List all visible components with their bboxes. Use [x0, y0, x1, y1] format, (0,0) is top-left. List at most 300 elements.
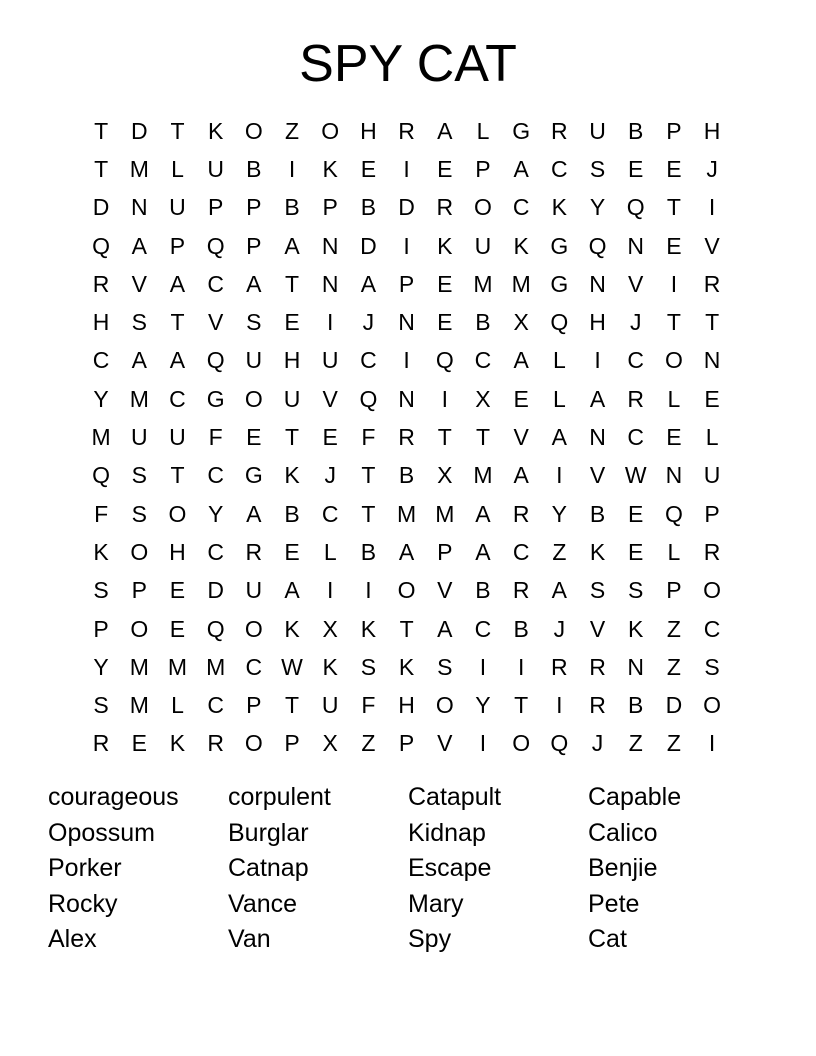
- word-list-item: Rocky: [48, 889, 118, 918]
- grid-letter: L: [705, 424, 719, 451]
- grid-letter: N: [703, 347, 721, 374]
- grid-letter: R: [551, 653, 568, 680]
- grid-letter: T: [170, 309, 185, 336]
- grid-letter: P: [398, 270, 415, 297]
- grid-letter: B: [398, 462, 415, 489]
- grid-letter: K: [437, 232, 453, 259]
- grid-letter: A: [513, 462, 529, 489]
- grid-letter: F: [361, 424, 376, 451]
- grid-letter: V: [589, 462, 606, 489]
- grid-letter: O: [435, 692, 454, 719]
- grid-letter: C: [703, 615, 721, 642]
- grid-letter: Y: [589, 194, 606, 221]
- grid-letter: S: [589, 577, 606, 604]
- word-list-item: Kidnap: [408, 818, 486, 847]
- grid-letter: S: [131, 500, 147, 527]
- grid-letter: E: [628, 155, 644, 182]
- grid-letter: T: [437, 424, 452, 451]
- grid-letter: V: [322, 385, 338, 412]
- grid-letter: N: [627, 232, 645, 259]
- grid-letter: K: [93, 538, 109, 565]
- grid-letter: H: [398, 692, 415, 719]
- grid-letter: K: [207, 117, 224, 144]
- grid-letter: B: [360, 194, 377, 221]
- grid-letter: A: [551, 577, 568, 604]
- grid-letter: I: [403, 232, 410, 259]
- grid-letter: U: [245, 347, 263, 374]
- grid-letter: Q: [92, 462, 111, 489]
- grid-letter: N: [665, 462, 683, 489]
- grid-letter: K: [322, 155, 338, 182]
- grid-letter: R: [627, 385, 645, 412]
- word-list-item: Vance: [228, 889, 298, 918]
- grid-letter: O: [512, 730, 531, 757]
- grid-letter: I: [327, 577, 334, 604]
- grid-letter: Q: [206, 615, 225, 642]
- grid-letter: T: [666, 309, 681, 336]
- grid-letter: A: [169, 347, 186, 374]
- grid-letter: A: [360, 270, 377, 297]
- grid-letter: U: [321, 347, 339, 374]
- grid-letter: N: [321, 232, 339, 259]
- word-list-item: corpulent: [228, 783, 331, 811]
- grid-letter: T: [399, 615, 414, 642]
- grid-letter: C: [207, 270, 224, 297]
- grid-letter: S: [628, 577, 644, 604]
- grid-letter: O: [397, 577, 416, 604]
- grid-letter: T: [475, 424, 490, 451]
- grid-letter: Z: [666, 615, 681, 642]
- word-list-item: Opossum: [48, 818, 155, 847]
- grid-letter: K: [398, 653, 415, 680]
- grid-letter: C: [169, 385, 186, 412]
- grid-letter: N: [398, 385, 415, 412]
- grid-letter: A: [131, 347, 147, 374]
- grid-letter: T: [285, 270, 300, 297]
- grid-letter: A: [513, 155, 529, 182]
- grid-letter: M: [129, 385, 149, 412]
- grid-letter: L: [552, 347, 566, 374]
- grid-letter: T: [666, 194, 681, 221]
- grid-letter: V: [513, 424, 529, 451]
- grid-letter: A: [284, 577, 300, 604]
- grid-letter: S: [93, 577, 109, 604]
- grid-letter: S: [93, 692, 109, 719]
- grid-letter: X: [437, 462, 453, 489]
- grid-letter: O: [168, 500, 187, 527]
- grid-letter: F: [361, 692, 376, 719]
- grid-letter: E: [513, 385, 529, 412]
- grid-letter: O: [130, 615, 149, 642]
- grid-letter: J: [553, 615, 566, 642]
- grid-letter: I: [327, 309, 334, 336]
- grid-letter: D: [130, 117, 148, 144]
- grid-letter: M: [129, 692, 149, 719]
- grid-letter: I: [365, 577, 372, 604]
- grid-letter: C: [551, 155, 568, 182]
- grid-letter: T: [94, 117, 109, 144]
- grid-letter: Q: [626, 194, 645, 221]
- grid-letter: D: [665, 692, 683, 719]
- grid-letter: N: [589, 424, 606, 451]
- grid-letter: Q: [588, 232, 607, 259]
- grid-letter: O: [321, 117, 340, 144]
- grid-letter: X: [322, 615, 338, 642]
- grid-letter: D: [207, 577, 224, 604]
- grid-letter: P: [246, 194, 262, 221]
- grid-letter: E: [322, 424, 338, 451]
- grid-letter: V: [131, 270, 147, 297]
- grid-letter: A: [398, 538, 415, 565]
- grid-letter: N: [130, 194, 148, 221]
- grid-letter: K: [513, 232, 529, 259]
- grid-letter: V: [207, 309, 224, 336]
- grid-letter: Y: [475, 692, 491, 719]
- grid-letter: O: [703, 692, 722, 719]
- grid-letter: M: [206, 653, 226, 680]
- grid-letter: B: [475, 577, 491, 604]
- grid-letter: B: [360, 538, 377, 565]
- grid-letter: M: [473, 270, 493, 297]
- grid-letter: C: [627, 424, 645, 451]
- grid-letter: T: [170, 462, 185, 489]
- grid-letter: U: [283, 385, 301, 412]
- grid-letter: C: [92, 347, 110, 374]
- grid-letter: I: [556, 692, 563, 719]
- word-list-item: Calico: [588, 818, 658, 847]
- grid-letter: E: [704, 385, 720, 412]
- grid-letter: U: [169, 194, 186, 221]
- grid-letter: P: [322, 194, 338, 221]
- grid-letter: O: [474, 194, 492, 221]
- grid-letter: R: [589, 692, 606, 719]
- grid-letter: P: [475, 155, 491, 182]
- grid-letter: C: [474, 615, 492, 642]
- word-list-item: Porker: [48, 854, 122, 882]
- grid-letter: N: [398, 309, 415, 336]
- word-list-item: courageous: [48, 783, 179, 811]
- grid-letter: P: [284, 730, 300, 757]
- grid-letter: Q: [664, 500, 683, 527]
- grid-letter: Z: [666, 730, 681, 757]
- grid-letter: A: [475, 500, 491, 527]
- grid-letter: E: [437, 155, 453, 182]
- grid-letter: Q: [92, 232, 111, 259]
- grid-letter: Z: [361, 730, 376, 757]
- grid-letter: Q: [435, 347, 454, 374]
- grid-letter: C: [245, 653, 263, 680]
- grid-letter: A: [589, 385, 606, 412]
- grid-letter: A: [246, 270, 262, 297]
- grid-letter: P: [398, 730, 415, 757]
- grid-letter: T: [705, 309, 720, 336]
- grid-letter: P: [93, 615, 109, 642]
- grid-letter: J: [591, 730, 604, 757]
- grid-letter: I: [708, 194, 716, 221]
- grid-letter: D: [92, 194, 110, 221]
- grid-letter: T: [170, 117, 185, 144]
- grid-letter: L: [667, 538, 681, 565]
- grid-letter: C: [360, 347, 377, 374]
- grid-letter: Y: [93, 653, 109, 680]
- grid-letter: R: [512, 577, 530, 604]
- grid-letter: K: [360, 615, 377, 642]
- grid-letter: B: [284, 194, 300, 221]
- grid-letter: V: [589, 615, 606, 642]
- grid-letter: A: [437, 117, 453, 144]
- grid-letter: N: [627, 653, 645, 680]
- grid-letter: R: [551, 117, 568, 144]
- grid-letter: Y: [207, 500, 224, 527]
- grid-letter: X: [322, 730, 338, 757]
- grid-letter: A: [131, 232, 147, 259]
- word-list-item: Pete: [588, 889, 640, 918]
- grid-letter: C: [512, 538, 530, 565]
- grid-letter: U: [130, 424, 148, 451]
- grid-letter: I: [441, 385, 448, 412]
- grid-letter: I: [708, 730, 716, 757]
- grid-letter: I: [670, 270, 678, 297]
- page-title: SPY CAT: [299, 35, 517, 93]
- grid-letter: I: [479, 730, 487, 757]
- grid-letter: E: [437, 309, 453, 336]
- grid-letter: E: [666, 424, 682, 451]
- word-list-item: Cat: [588, 925, 627, 953]
- grid-letter: K: [628, 615, 644, 642]
- grid-letter: U: [245, 577, 263, 604]
- grid-letter: V: [704, 232, 720, 259]
- grid-letter: S: [246, 309, 262, 336]
- grid-letter: T: [361, 500, 376, 527]
- grid-letter: N: [589, 270, 606, 297]
- grid-letter: U: [589, 117, 606, 144]
- grid-letter: R: [92, 270, 110, 297]
- grid-letter: P: [131, 577, 147, 604]
- grid-letter: A: [246, 500, 262, 527]
- grid-letter: I: [288, 155, 296, 182]
- grid-letter: G: [550, 232, 569, 259]
- grid-letter: T: [94, 155, 109, 182]
- grid-letter: R: [703, 538, 721, 565]
- grid-letter: V: [628, 270, 644, 297]
- grid-letter: E: [666, 232, 682, 259]
- grid-letter: P: [169, 232, 186, 259]
- grid-letter: C: [207, 692, 224, 719]
- grid-letter: E: [169, 615, 186, 642]
- grid-letter: U: [703, 462, 721, 489]
- grid-letter: A: [437, 615, 453, 642]
- grid-letter: E: [169, 577, 186, 604]
- grid-letter: U: [474, 232, 492, 259]
- grid-letter: C: [207, 462, 224, 489]
- word-list-item: Capable: [588, 783, 682, 811]
- grid-letter: E: [246, 424, 262, 451]
- grid-letter: C: [474, 347, 492, 374]
- grid-letter: M: [129, 653, 149, 680]
- letter-grid: [82, 112, 731, 763]
- grid-letter: W: [624, 462, 647, 489]
- grid-letter: L: [323, 538, 337, 565]
- grid-letter: F: [94, 500, 109, 527]
- grid-letter: A: [551, 424, 568, 451]
- grid-letter: B: [628, 692, 644, 719]
- grid-letter: H: [92, 309, 110, 336]
- grid-letter: B: [628, 117, 644, 144]
- grid-letter: S: [589, 155, 606, 182]
- grid-letter: I: [479, 653, 487, 680]
- grid-letter: K: [589, 538, 606, 565]
- grid-letter: A: [513, 347, 529, 374]
- grid-letter: P: [704, 500, 720, 527]
- grid-letter: Z: [285, 117, 300, 144]
- grid-letter: B: [513, 615, 529, 642]
- grid-letter: R: [589, 653, 606, 680]
- grid-letter: H: [703, 117, 721, 144]
- grid-letter: H: [169, 538, 186, 565]
- grid-letter: M: [129, 155, 149, 182]
- grid-letter: O: [244, 730, 263, 757]
- grid-letter: Z: [628, 730, 643, 757]
- grid-letter: G: [206, 385, 225, 412]
- grid-letter: X: [475, 385, 491, 412]
- grid-letter: S: [704, 653, 720, 680]
- grid-letter: K: [284, 615, 300, 642]
- grid-letter: L: [552, 385, 566, 412]
- grid-letter: R: [436, 194, 454, 221]
- grid-letter: P: [207, 194, 224, 221]
- grid-letter: M: [397, 500, 417, 527]
- grid-letter: I: [517, 653, 525, 680]
- grid-letter: C: [321, 500, 339, 527]
- grid-letter: D: [398, 194, 415, 221]
- grid-letter: R: [207, 730, 224, 757]
- grid-letter: Z: [552, 538, 567, 565]
- grid-letter: I: [594, 347, 601, 374]
- grid-letter: L: [667, 385, 681, 412]
- grid-letter: K: [284, 462, 300, 489]
- word-list-item: Van: [228, 925, 271, 953]
- grid-letter: T: [285, 692, 300, 719]
- grid-letter: R: [703, 270, 721, 297]
- grid-letter: O: [244, 117, 263, 144]
- grid-letter: R: [92, 730, 110, 757]
- grid-letter: R: [245, 538, 263, 565]
- grid-letter: R: [398, 117, 415, 144]
- grid-letter: K: [169, 730, 186, 757]
- word-list-item: Alex: [48, 925, 97, 953]
- grid-letter: A: [475, 538, 491, 565]
- grid-letter: O: [244, 385, 263, 412]
- grid-letter: G: [244, 462, 263, 489]
- grid-letter: E: [437, 270, 453, 297]
- grid-letter: E: [284, 309, 300, 336]
- grid-letter: J: [706, 155, 718, 182]
- grid-letter: Q: [206, 232, 225, 259]
- grid-letter: E: [131, 730, 147, 757]
- grid-letter: K: [322, 653, 338, 680]
- grid-letter: S: [131, 309, 147, 336]
- grid-letter: Q: [206, 347, 225, 374]
- grid-letter: O: [664, 347, 683, 374]
- grid-letter: N: [321, 270, 339, 297]
- grid-letter: U: [321, 692, 339, 719]
- grid-letter: H: [283, 347, 301, 374]
- word-list-item: Mary: [408, 889, 464, 918]
- grid-letter: O: [130, 538, 149, 565]
- grid-letter: V: [437, 577, 453, 604]
- grid-letter: J: [362, 309, 375, 336]
- grid-letter: T: [514, 692, 529, 719]
- grid-letter: Q: [550, 730, 569, 757]
- grid-letter: R: [512, 500, 530, 527]
- grid-letter: L: [476, 117, 490, 144]
- word-list-item: Spy: [408, 925, 452, 953]
- grid-letter: Q: [359, 385, 378, 412]
- grid-letter: D: [360, 232, 377, 259]
- grid-letter: P: [437, 538, 453, 565]
- grid-letter: I: [403, 347, 410, 374]
- grid-letter: H: [360, 117, 377, 144]
- grid-letter: W: [281, 653, 303, 680]
- grid-letter: C: [512, 194, 530, 221]
- grid-letter: U: [207, 155, 224, 182]
- grid-letter: E: [360, 155, 377, 182]
- grid-letter: I: [556, 462, 563, 489]
- grid-letter: T: [361, 462, 376, 489]
- grid-letter: Y: [551, 500, 568, 527]
- grid-letter: L: [171, 155, 184, 182]
- grid-letter: M: [435, 500, 455, 527]
- grid-letter: U: [169, 424, 186, 451]
- grid-letter: M: [511, 270, 531, 297]
- grid-letter: C: [627, 347, 645, 374]
- grid-letter: Q: [550, 309, 569, 336]
- grid-letter: B: [589, 500, 606, 527]
- grid-letter: H: [589, 309, 606, 336]
- grid-letter: P: [246, 232, 262, 259]
- grid-letter: E: [284, 538, 300, 565]
- grid-letter: P: [666, 577, 682, 604]
- grid-letter: V: [437, 730, 453, 757]
- grid-letter: A: [169, 270, 186, 297]
- grid-letter: P: [666, 117, 682, 144]
- grid-letter: A: [284, 232, 300, 259]
- word-list-item: Catapult: [408, 783, 502, 811]
- grid-letter: T: [285, 424, 300, 451]
- grid-letter: G: [512, 117, 531, 144]
- grid-letter: S: [360, 653, 377, 680]
- grid-letter: O: [703, 577, 722, 604]
- grid-letter: G: [550, 270, 569, 297]
- grid-letter: J: [324, 462, 336, 489]
- grid-letter: E: [666, 155, 682, 182]
- word-list-item: Catnap: [228, 854, 309, 882]
- grid-letter: O: [244, 615, 263, 642]
- grid-letter: C: [207, 538, 224, 565]
- grid-letter: X: [513, 309, 529, 336]
- grid-letter: E: [628, 538, 644, 565]
- grid-letter: L: [171, 692, 184, 719]
- grid-letter: E: [628, 500, 644, 527]
- grid-letter: M: [473, 462, 493, 489]
- grid-letter: S: [437, 653, 453, 680]
- grid-letter: R: [398, 424, 415, 451]
- grid-letter: J: [629, 309, 642, 336]
- word-list-item: Benjie: [588, 854, 658, 882]
- grid-letter: K: [551, 194, 568, 221]
- grid-letter: I: [403, 155, 410, 182]
- word-list-item: Burglar: [228, 818, 309, 847]
